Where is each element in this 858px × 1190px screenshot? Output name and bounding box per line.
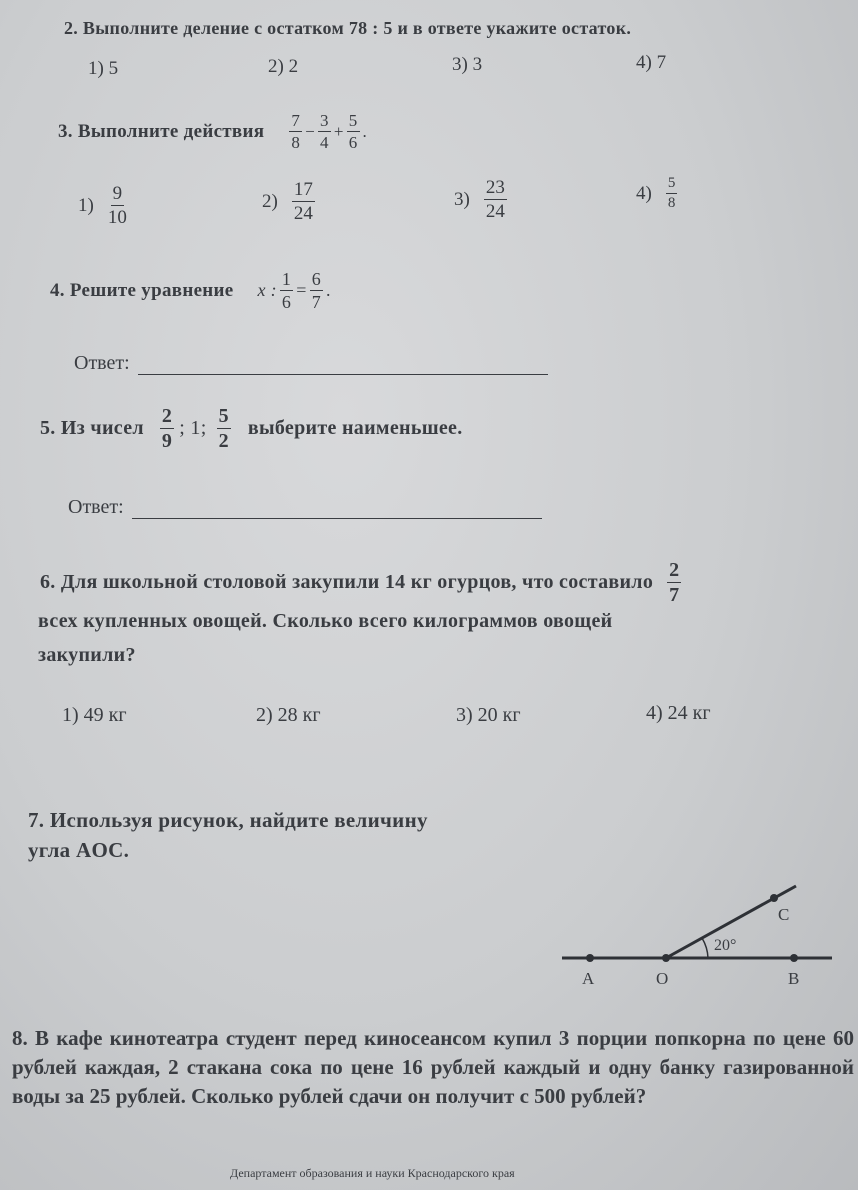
frac-den: 4 <box>320 133 329 152</box>
point-o <box>662 954 670 962</box>
frac-den: 7 <box>311 292 321 312</box>
frac-den: 8 <box>667 195 676 211</box>
task-5-label: 5. Из чисел <box>40 417 144 439</box>
period: . <box>326 280 331 300</box>
angle-value: 20° <box>714 937 737 954</box>
frac-num: 2 <box>669 559 680 581</box>
task-2-label: 2. Выполните деление с остатком 78 : 5 и в ответе укажите остаток. <box>64 18 632 38</box>
period: . <box>362 121 368 141</box>
frac-den: 24 <box>485 201 505 222</box>
task-5-answer-row <box>68 496 542 519</box>
option-number: 4) <box>636 182 652 204</box>
task-6-line-1 <box>40 560 684 605</box>
task-5 <box>40 406 463 451</box>
task-3-option-1 <box>78 184 130 227</box>
label-a: A <box>582 969 595 988</box>
option-number: 1) <box>78 194 94 216</box>
task-4-equation <box>258 270 331 311</box>
task-2-option-1: 1) 5 <box>88 58 119 79</box>
task-7-line-1: 7. Используя рисунок, найдите величину <box>28 808 428 832</box>
label-b: B <box>788 969 800 988</box>
label-o: O <box>656 969 669 988</box>
footer-text: Департамент образования и науки Краснодарского края <box>230 1166 515 1180</box>
label-c: C <box>778 905 790 924</box>
operator: + <box>333 121 344 141</box>
frac-num: 5 <box>666 176 678 194</box>
frac-num: 3 <box>320 111 329 130</box>
task-2-option-2: 2) 2 <box>268 56 299 77</box>
point-c <box>770 894 778 902</box>
frac-den: 8 <box>291 133 301 152</box>
frac-num: 7 <box>291 111 301 130</box>
frac-den: 2 <box>218 430 229 452</box>
frac-den: 6 <box>348 133 358 152</box>
angle-arc <box>702 938 708 958</box>
task-3-option-3 <box>454 178 510 221</box>
option-number: 2) <box>262 190 278 212</box>
task-4 <box>50 270 331 311</box>
frac-num: 23 <box>485 177 505 198</box>
task-6-option-2: 2) 28 кг <box>256 704 321 726</box>
task-5-tail: выберите наименьшее. <box>247 417 463 439</box>
task-6-option-4: 4) 24 кг <box>646 702 711 724</box>
frac-den: 9 <box>161 430 173 452</box>
task-6-option-1: 1) 49 кг <box>62 704 127 726</box>
task-6-text-1: 6. Для школьной столовой закупили 14 кг огурцов, что составило <box>40 571 654 593</box>
task-4-answer-line[interactable] <box>138 373 548 375</box>
frac-num: 17 <box>293 179 313 200</box>
operator: − <box>305 121 316 141</box>
task-6-line-3: закупили? <box>38 644 136 666</box>
task-3-option-4 <box>636 176 680 211</box>
task-7-line-2: угла AOC. <box>28 838 130 862</box>
task-4-label: 4. Решите уравнение <box>50 279 234 301</box>
task-3 <box>58 112 367 151</box>
frac-num: 5 <box>348 111 358 130</box>
frac-den: 6 <box>281 292 292 312</box>
task-5-answer-label: Ответ: <box>68 496 124 518</box>
frac-num: 2 <box>161 405 173 427</box>
frac-den: 24 <box>293 203 313 224</box>
frac-num: 9 <box>112 183 123 204</box>
task-5-answer-line[interactable] <box>132 517 542 519</box>
frac-den: 10 <box>107 207 127 228</box>
option-number: 3) <box>454 188 470 210</box>
task-6-line-2: всех купленных овощей. Сколько всего килограммов овощей <box>38 610 613 632</box>
task-3-label: 3. Выполните действия <box>58 120 265 142</box>
task-8-text: 8. В кафе кинотеатра студент перед киносеансом купил 3 порции попкорна по цене 60 рублей каждая, 2 стакана сока по цене 16 рублей каждый и одну банку газированной воды за 25 рублей. Сколько рублей сдачи он получит с 500 рублей? <box>12 1026 854 1108</box>
equals-sign: = <box>296 280 307 300</box>
task-3-option-2 <box>262 180 318 223</box>
task-6-option-3: 3) 20 кг <box>456 704 521 726</box>
frac-num: 5 <box>218 405 229 427</box>
point-a <box>586 954 594 962</box>
frac-num: 1 <box>281 269 292 289</box>
separator: ; 1; <box>179 417 207 439</box>
variable-x: x : <box>257 280 277 300</box>
task-3-expression <box>286 112 367 151</box>
angle-figure <box>556 876 846 996</box>
task-2-option-3: 3) 3 <box>452 54 483 75</box>
point-b <box>790 954 798 962</box>
frac-num: 6 <box>311 269 321 289</box>
task-4-answer-label: Ответ: <box>74 352 130 374</box>
frac-den: 7 <box>669 584 680 606</box>
task-4-answer-row <box>74 352 548 375</box>
task-2-option-4: 4) 7 <box>636 52 667 73</box>
